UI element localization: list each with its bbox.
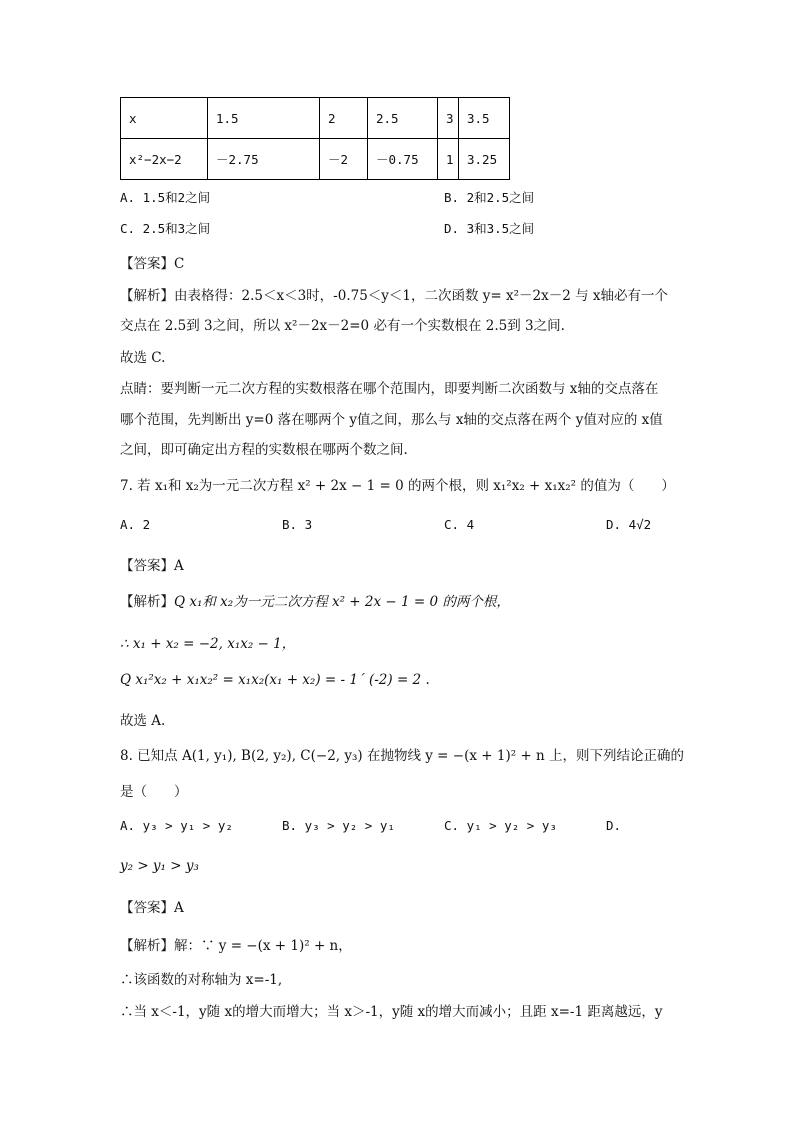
q8-analysis-line-2: ∴该函数的对称轴为 x=-1, xyxy=(120,972,283,988)
q6-note-line-3: 之间，即可确定出方程的实数根在哪两个数之间. xyxy=(120,442,408,458)
q7-conclusion: 故选 A. xyxy=(120,713,166,729)
analysis-tag: 【解析】 xyxy=(120,288,174,304)
q6-note-line-2: 哪个范围，先判断出 y=0 落在哪两个 y值之间，那么与 x轴的交点落在两个 y值对应的 x值 xyxy=(120,412,663,428)
q7-analysis-line-3: Q x₁²x₂ + x₁x₂² = x₁x₂(x₁ + x₂) = - 1´ (-2) = 2 . xyxy=(120,672,430,688)
q8-stem-line-2: 是（ ） xyxy=(120,784,188,800)
table-row xyxy=(121,98,510,139)
q8-option-d-expr: y₂ > y₁ > y₃ xyxy=(120,858,199,874)
q6-option-c: C. 2.5和3之间 xyxy=(120,221,211,236)
q8-option-a: A. y₃ > y₁ > y₂ xyxy=(120,818,233,833)
answer-value: A xyxy=(174,900,184,916)
table-cell: －2 xyxy=(320,139,368,180)
q6-analysis-line-1 xyxy=(120,284,668,304)
q7-answer xyxy=(120,554,184,574)
analysis-tag: 【解析】 xyxy=(120,938,174,954)
q8-option-b: B. y₃ > y₂ > y₁ xyxy=(282,818,395,833)
q6-option-a: A. 1.5和2之间 xyxy=(120,190,211,205)
table-cell: 2.5 xyxy=(368,98,438,139)
answer-value: C xyxy=(174,256,185,272)
value-table xyxy=(120,97,510,180)
q6-note-line-1: 点睛：要判断一元二次方程的实数根落在哪个范围内，即要判断二次函数与 x轴的交点落在 xyxy=(120,381,659,397)
answer-tag: 【答案】 xyxy=(120,558,174,574)
q7-stem: 7. 若 x₁和 x₂为一元二次方程 x² + 2x − 1 = 0 的两个根，则 x₁²x₂ + x₁x₂² 的值为（ ） xyxy=(120,478,675,494)
table-row xyxy=(121,139,510,180)
q7-analysis-line-1 xyxy=(120,590,510,610)
table-cell: 2 xyxy=(320,98,368,139)
q7-option-b: B. 3 xyxy=(282,517,313,532)
q6-analysis-line-2: 交点在 2.5到 3之间，所以 x²－2x－2=0 必有一个实数根在 2.5到 3之间. xyxy=(120,318,565,334)
table-cell: 3.25 xyxy=(459,139,510,180)
q6-option-d: D. 3和3.5之间 xyxy=(444,221,535,236)
answer-tag: 【答案】 xyxy=(120,256,174,272)
table-cell: －2.75 xyxy=(208,139,320,180)
q8-option-c: C. y₁ > y₂ > y₃ xyxy=(444,818,557,833)
analysis-text: 解：∵ y = −(x + 1)² + n， xyxy=(174,938,352,954)
q8-stem-line-1: 8. 已知点 A(1, y₁), B(2, y₂), C(−2, y₃) 在抛物线 y = −(x + 1)² + n 上，则下列结论正确的 xyxy=(120,748,685,764)
q7-analysis-line-2: ∴ x₁ + x₂ = −2, x₁x₂ − 1， xyxy=(120,636,296,652)
analysis-tag: 【解析】 xyxy=(120,594,174,610)
q6-answer xyxy=(120,252,184,272)
q6-conclusion: 故选 C. xyxy=(120,350,166,366)
q7-option-c: C. 4 xyxy=(444,517,475,532)
table-cell: x²−2x−2 xyxy=(121,139,208,180)
table-cell: －0.75 xyxy=(368,139,438,180)
q6-option-b: B. 2和2.5之间 xyxy=(444,190,535,205)
table-cell: 3 xyxy=(438,98,459,139)
table-cell: 1 xyxy=(438,139,459,180)
analysis-text: 由表格得：2.5＜x＜3时，-0.75＜y＜1，二次函数 y= x²－2x－2 与 x轴必有一个 xyxy=(174,288,669,304)
q8-answer xyxy=(120,896,184,916)
answer-value: A xyxy=(174,558,184,574)
table-cell: 3.5 xyxy=(459,98,510,139)
q7-option-a: A. 2 xyxy=(120,517,151,532)
table-cell: x xyxy=(121,98,208,139)
answer-tag: 【答案】 xyxy=(120,900,174,916)
analysis-text: Q x₁和 x₂为一元二次方程 x² + 2x − 1 = 0 的两个根， xyxy=(174,594,510,610)
q8-analysis-line-3: ∴当 x＜-1，y随 x的增大而增大；当 x＞-1，y随 x的增大而减小；且距 x=-1 距离越远，y xyxy=(120,1004,663,1020)
q8-option-d-label: D. xyxy=(606,818,622,833)
q7-option-d: D. 4√2 xyxy=(606,517,652,532)
table-cell: 1.5 xyxy=(208,98,320,139)
q8-analysis-line-1 xyxy=(120,934,352,954)
